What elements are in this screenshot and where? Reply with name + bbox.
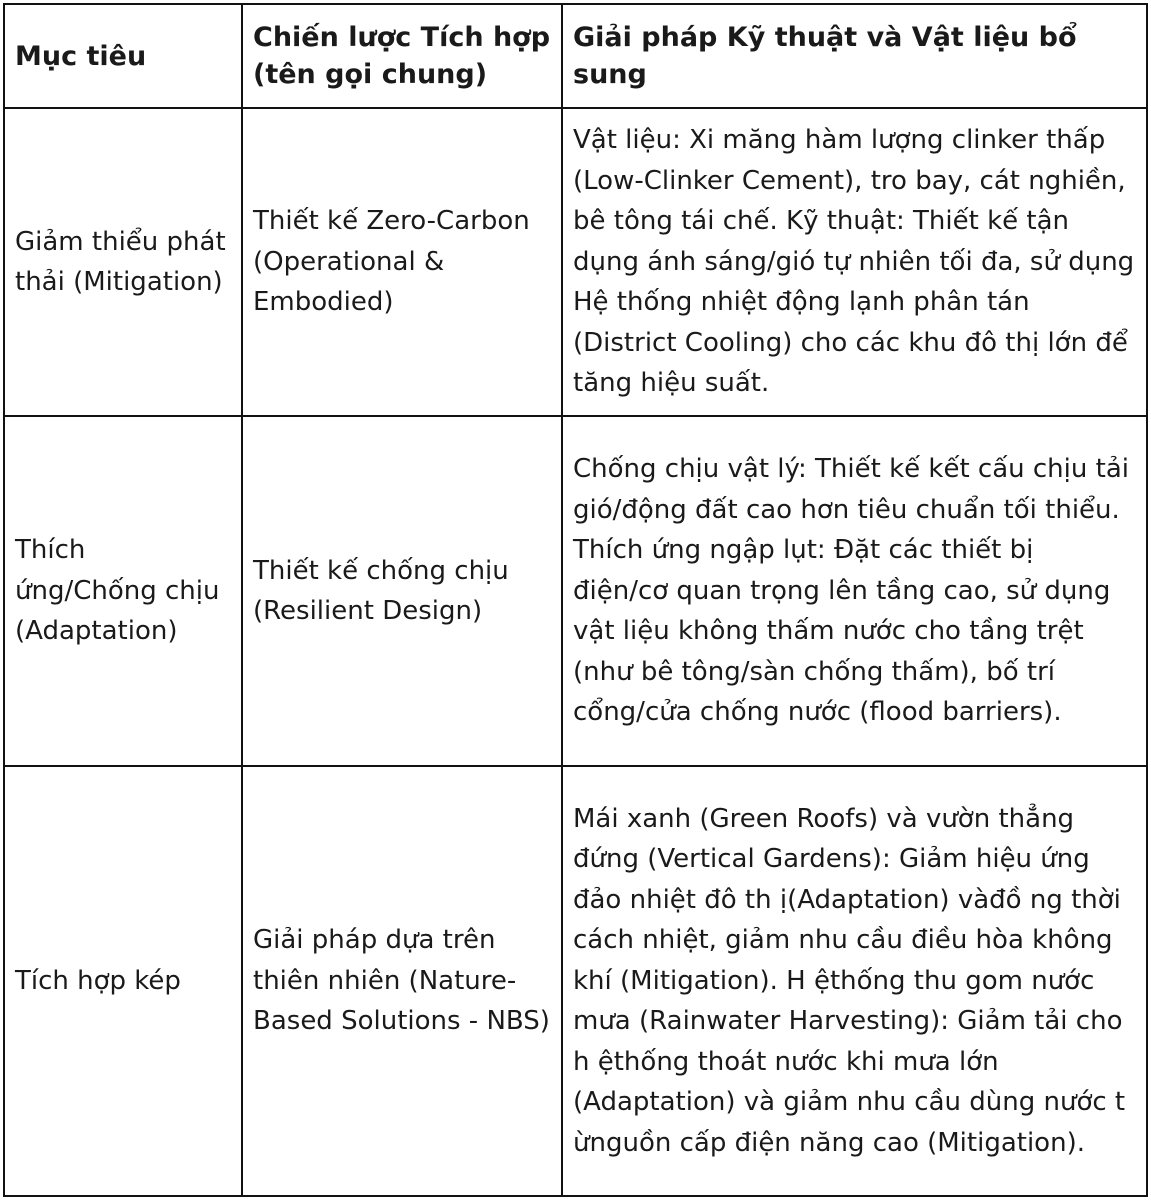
cell-goal: Tích hợp kép bbox=[4, 766, 242, 1196]
header-solution: Giải pháp Kỹ thuật và Vật liệu bổ sung bbox=[562, 4, 1147, 108]
table-row bbox=[4, 108, 1147, 416]
table-row bbox=[4, 766, 1147, 1196]
strategy-table bbox=[3, 3, 1148, 1197]
cell-solution: Mái xanh (Green Roofs) và vườn thẳng đứng (Vertical Gardens): Giảm hiệu ứng đảo nhiệt đô th ị(Adaptation) vàđồ ng thời cách nhiệt, giảm nhu cầu điều hòa không khí (Mitigation). H ệthống thu gom nước mưa (Rainwater Harvesting): Giảm tải cho h ệthống thoát nước khi mưa lớn (Adaptation) và giảm nhu cầu dùng nước t ừnguồn cấp điện năng cao (Mitigation). bbox=[562, 766, 1147, 1196]
cell-strategy: Giải pháp dựa trên thiên nhiên (Nature-Based Solutions - NBS) bbox=[242, 766, 562, 1196]
table-header-row bbox=[4, 4, 1147, 108]
cell-solution: Chống chịu vật lý: Thiết kế kết cấu chịu tải gió/động đất cao hơn tiêu chuẩn tối thiểu. Thích ứng ngập lụt: Đặt các thiết bị điện/cơ quan trọng lên tầng cao, sử dụng vật liệu không thấm nước cho tầng trệt (như bê tông/sàn chống thấm), bố trí cổng/cửa chống nước (flood barriers). bbox=[562, 416, 1147, 766]
cell-goal: Thích ứng/Chống chịu (Adaptation) bbox=[4, 416, 242, 766]
header-strategy: Chiến lược Tích hợp (tên gọi chung) bbox=[242, 4, 562, 108]
cell-strategy: Thiết kế chống chịu (Resilient Design) bbox=[242, 416, 562, 766]
header-goal: Mục tiêu bbox=[4, 4, 242, 108]
cell-goal: Giảm thiểu phát thải (Mitigation) bbox=[4, 108, 242, 416]
cell-solution: Vật liệu: Xi măng hàm lượng clinker thấp (Low-Clinker Cement), tro bay, cát nghiền, bê tông tái chế. Kỹ thuật: Thiết kế tận dụng ánh sáng/gió tự nhiên tối đa, sử dụng Hệ thống nhiệt động lạnh phân tán (District Cooling) cho các khu đô thị lớn để tăng hiệu suất. bbox=[562, 108, 1147, 416]
cell-strategy: Thiết kế Zero-Carbon (Operational & Embodied) bbox=[242, 108, 562, 416]
table-row bbox=[4, 416, 1147, 766]
